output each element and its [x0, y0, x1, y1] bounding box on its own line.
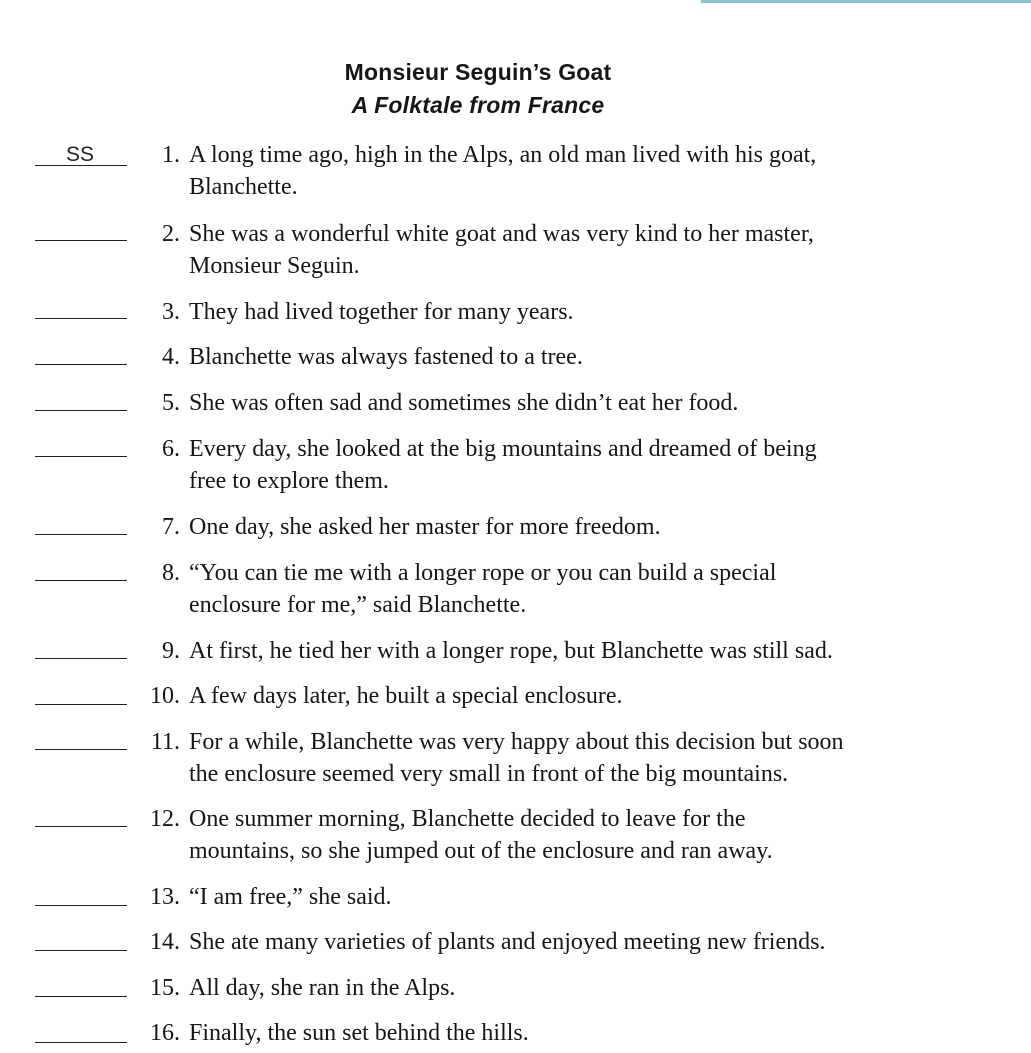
answer-blank[interactable]	[35, 410, 127, 411]
item-text: A long time ago, high in the Alps, an old man lived with his goat, Blanchette.	[189, 142, 817, 200]
item-text: For a while, Blanchette was very happy about this decision but soon the enclosure seemed very small in front of the big mountains.	[189, 729, 844, 787]
answer-blank[interactable]	[35, 905, 127, 906]
answer-blank[interactable]	[35, 240, 127, 241]
item-text: All day, she ran in the Alps.	[189, 975, 456, 1001]
answer-blank[interactable]	[35, 1042, 127, 1043]
item-number: 3.	[162, 299, 180, 325]
item-text: “I am free,” she said.	[189, 884, 392, 910]
item-number: 14.	[150, 929, 180, 955]
answer-blank[interactable]	[35, 658, 127, 659]
item-text: She ate many varieties of plants and enjoyed meeting new friends.	[189, 929, 826, 955]
answer-blank[interactable]	[35, 749, 127, 750]
item-text: Blanchette was always fastened to a tree.	[189, 344, 583, 370]
worksheet-title: Monsieur Seguin’s Goat	[344, 59, 612, 85]
item-number: 8.	[162, 560, 180, 586]
item-number: 2.	[162, 221, 180, 247]
item-text: One summer morning, Blanchette decided to leave for the mountains, so she jumped out of the enclosure and ran away.	[189, 806, 773, 864]
answer-blank[interactable]	[35, 996, 127, 997]
item-text: They had lived together for many years.	[189, 299, 574, 325]
item-text: At first, he tied her with a longer rope, but Blanchette was still sad.	[189, 638, 833, 664]
item-text: A few days later, he built a special enclosure.	[189, 683, 623, 709]
item-number: 11.	[150, 729, 180, 755]
answer-blank[interactable]	[35, 364, 127, 365]
answer-blank[interactable]	[35, 950, 127, 951]
item-number: 10.	[150, 683, 180, 709]
item-number: 5.	[162, 390, 180, 416]
answer-blank[interactable]	[35, 826, 127, 827]
item-text: One day, she asked her master for more freedom.	[189, 514, 661, 540]
item-text: She was often sad and sometimes she didn’t eat her food.	[189, 390, 739, 416]
item-text: “You can tie me with a longer rope or you can build a special enclosure for me,” said Blanchette.	[189, 560, 777, 618]
item-text: Finally, the sun set behind the hills.	[189, 1020, 529, 1046]
answer-label: SS	[66, 143, 95, 166]
worksheet-subtitle: A Folktale from France	[351, 92, 605, 118]
item-number: 7.	[162, 514, 180, 540]
answer-blank[interactable]	[35, 580, 127, 581]
answer-blank[interactable]	[35, 704, 127, 705]
item-number: 13.	[150, 884, 180, 910]
item-number: 12.	[150, 806, 180, 832]
item-text: She was a wonderful white goat and was very kind to her master, Monsieur Seguin.	[189, 221, 814, 279]
answer-blank[interactable]	[35, 534, 127, 535]
item-number: 1.	[162, 142, 180, 168]
item-number: 6.	[162, 436, 180, 462]
item-number: 16.	[150, 1020, 180, 1046]
item-number: 15.	[150, 975, 180, 1001]
answer-blank[interactable]	[35, 456, 127, 457]
answer-blank[interactable]	[35, 318, 127, 319]
item-text: Every day, she looked at the big mountains and dreamed of being free to explore them.	[189, 436, 817, 494]
item-number: 4.	[162, 344, 180, 370]
item-number: 9.	[162, 638, 180, 664]
